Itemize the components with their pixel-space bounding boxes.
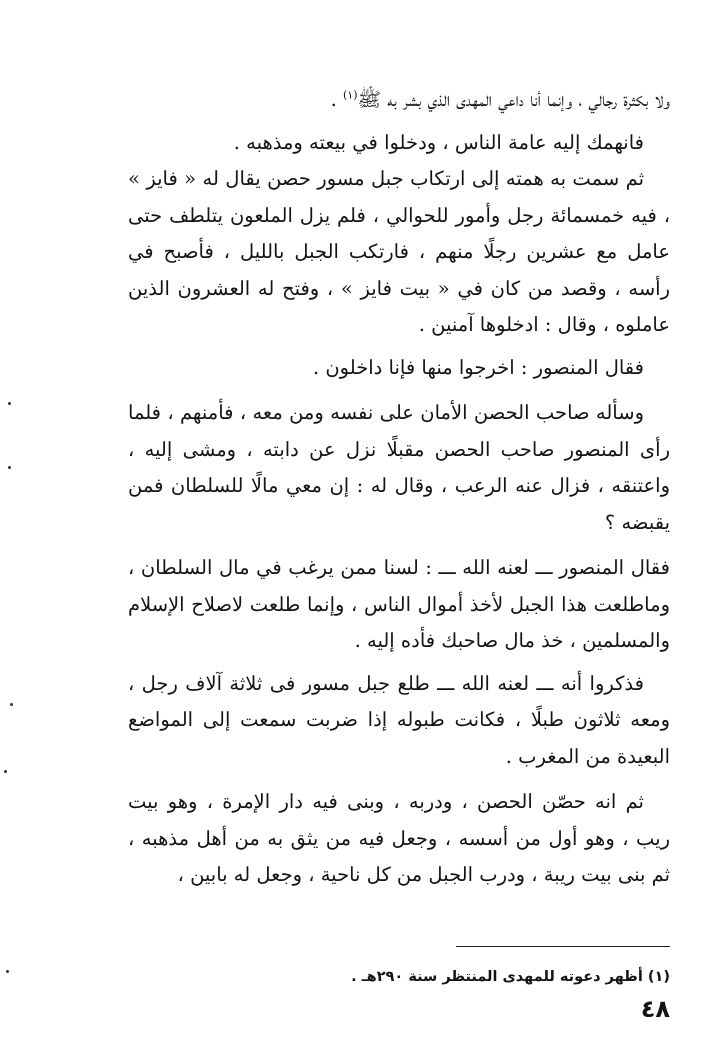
footnote: (١) أظهر دعوته للمهدى المنتظر سنة ٢٩٠هـ . bbox=[351, 969, 670, 985]
paragraph-4: فقال المنصور : اخرجوا منها فإنا داخلون . bbox=[312, 355, 644, 379]
scan-speck bbox=[6, 970, 9, 973]
body-text bbox=[128, 82, 670, 894]
page-number: ٤٨ bbox=[640, 995, 670, 1023]
footnote-divider bbox=[456, 946, 670, 947]
scan-speck bbox=[10, 703, 13, 706]
scan-speck bbox=[8, 402, 11, 405]
paragraph-6: فقال المنصور ـــ لعنه الله ـــ : لسنا ممن يرغب في مال السلطان ، وماطلعت هذا الجبل لأخذ أموال الناس ، وإنما طلعت لاصلاح الإسلام والمسلمين ، خذ مال صاحبك فأده إليه . bbox=[128, 556, 670, 652]
paragraph-7: فذكروا أنه ـــ لعنه الله ـــ طلع جبل مسور فى ثلاثة آلاف رجل ، ومعه ثلاثون طبلًا ، فكانت طبوله إذا ضربت سمعت إلى المواضع البعيدة من المغرب . bbox=[128, 671, 670, 768]
paragraph-5: وسأله صاحب الحصن الأمان على نفسه ومن معه ، فأمنهم ، فلما رأى المنصور صاحب الحصن مقبلًا نزل عن دابته ، ومشى إليه ، واعتنقه ، فزال عنه الرعب ، وقال له : إن معي مالًا للسلطان فمن يقبضه ؟ bbox=[128, 401, 670, 534]
paragraph-1-text: ولا بكثرة رجالي ، وإنما أنا داعي المهدى الذي بشر به ﷺ bbox=[357, 88, 670, 111]
paragraph-8: ثم انه حصّن الحصن ، ودربه ، وبنى فيه دار الإمرة ، وهو بيت ريب ، وهو أول من أسسه ، وجعل فيه من يثق به من أهل مذهبه ، ثم بنى بيت ريبة ، ودرب الجبل من كل ناحية ، وجعل له بابين ، bbox=[128, 790, 670, 886]
paragraph-3: ثم سمت به همته إلى ارتكاب جبل مسور حصن يقال له « فايز » ، فيه خمسمائة رجل وأمور للحوالي ، فلم يزل الملعون يتلطف حتى عامل مع عشرين رجلًا منهم ، فارتكب الجبل بالليل ، فأصبح في رأسه ، وقصد من كان في « بيت فايز » ، وفتح له العشرون الذين عاملوه ، وقال : ادخلوها آمنين . bbox=[128, 167, 670, 336]
paragraph-1-period: . bbox=[330, 88, 343, 111]
paragraph-2: فانهمك إليه عامة الناس ، ودخلوا في بيعته ومذهبه . bbox=[233, 130, 644, 154]
scan-speck bbox=[4, 770, 7, 773]
scan-speck bbox=[8, 466, 11, 469]
footnote-reference: (١) bbox=[343, 88, 358, 102]
paragraph-1 bbox=[128, 82, 670, 119]
